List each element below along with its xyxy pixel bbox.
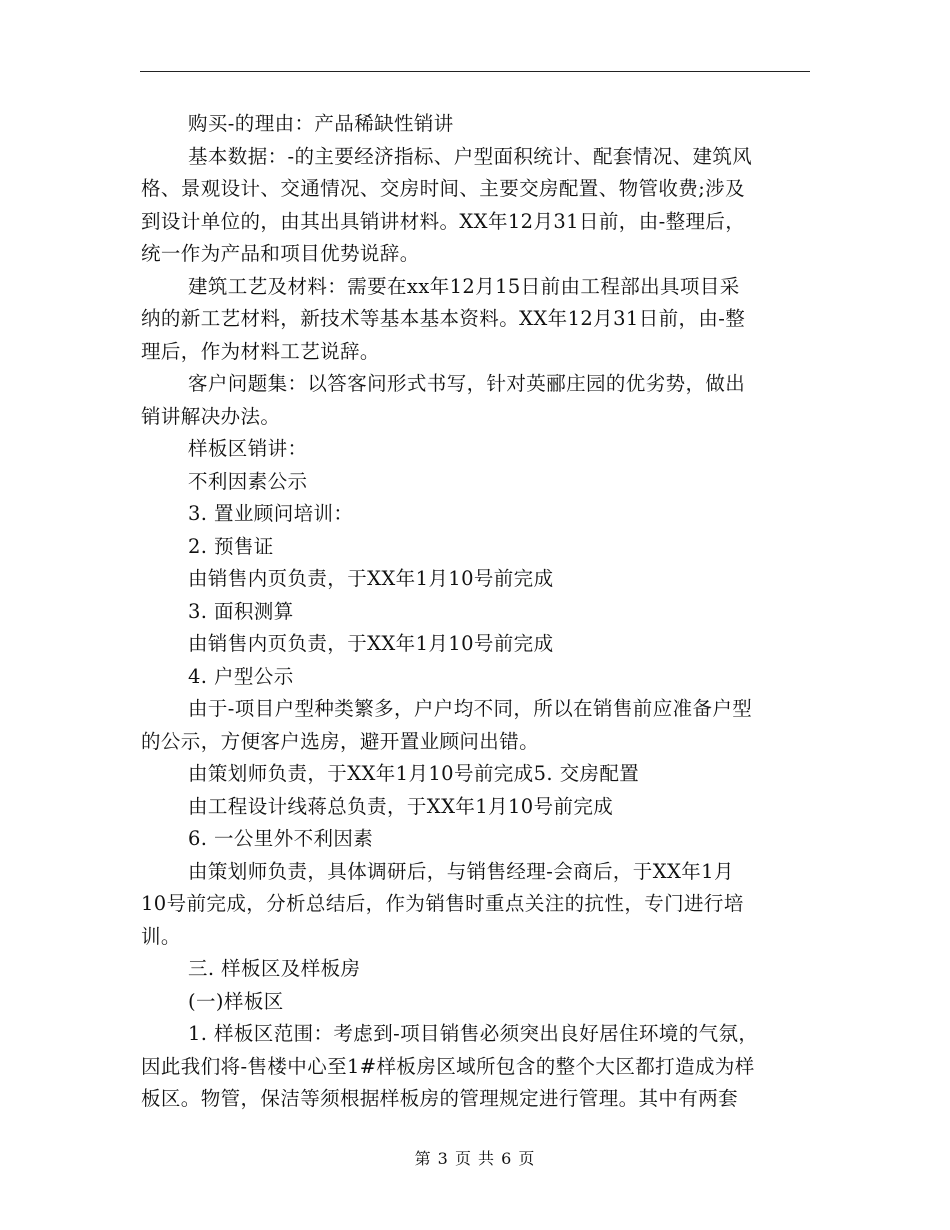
text-line: 3. 置业顾问培训： — [188, 502, 354, 525]
text-line: 不利因素公示 — [188, 469, 308, 493]
text-line: 2. 预售证 — [188, 534, 274, 558]
text-line: 因此我们将-售楼中心至1#样板房区域所包含的整个大区都打造成为样 — [141, 1054, 755, 1078]
text-line: 格、景观设计、交通情况、交房时间、主要交房配置、物管收费;涉及 — [141, 177, 745, 200]
text-line: 6. 一公里外不利因素 — [188, 827, 374, 850]
text-line: 1. 样板区范围：考虑到-项目销售必须突出良好居住环境的气氛， — [188, 1022, 759, 1045]
text-line: 样板区销讲： — [188, 437, 308, 460]
text-line: 基本数据：-的主要经济指标、户型面积统计、配套情况、建筑风 — [188, 144, 753, 168]
header-rule — [140, 71, 810, 72]
text-line: 由于-项目户型种类繁多，户户均不同，所以在销售前应准备户型 — [188, 697, 753, 720]
text-line: (一)样板区 — [188, 989, 284, 1013]
text-line: 理后，作为材料工艺说辞。 — [141, 339, 380, 363]
text-line: 纳的新工艺材料，新技术等基本基本资料。XX年12月31日前，由-整 — [141, 307, 746, 330]
text-line: 建筑工艺及材料：需要在xx年12月15日前由工程部出具项目采 — [188, 274, 740, 298]
document-body — [141, 108, 809, 1116]
text-line: 到设计单位的，由其出具销讲材料。XX年12月31日前，由-整理后， — [141, 209, 746, 233]
text-line: 购买-的理由：产品稀缺性销讲 — [188, 112, 454, 135]
text-line: 4. 户型公示 — [188, 664, 294, 688]
text-line: 3. 面积测算 — [188, 599, 294, 623]
text-line: 10号前完成，分析总结后，作为销售时重点关注的抗性，专门进行培 — [141, 892, 744, 915]
text-line: 由销售内页负责，于XX年1月10号前完成 — [188, 632, 554, 655]
text-line: 由策划师负责，具体调研后，与销售经理-会商后，于XX年1月 — [188, 859, 734, 883]
text-line: 由策划师负责，于XX年1月10号前完成5. 交房配置 — [188, 762, 640, 785]
text-line: 三. 样板区及样板房 — [188, 957, 361, 980]
page-footer: 第 3 页 共 6 页 — [414, 1149, 536, 1168]
text-line: 由销售内页负责，于XX年1月10号前完成 — [188, 567, 554, 590]
text-line: 的公示，方便客户选房，避开置业顾问出错。 — [141, 729, 540, 753]
text-line: 统一作为产品和项目优势说辞。 — [141, 242, 420, 265]
text-line: 由工程设计线蒋总负责，于XX年1月10号前完成 — [188, 794, 614, 818]
text-line: 销讲解决办法。 — [141, 404, 281, 428]
text-line: 客户问题集：以答客问形式书写，针对英郦庄园的优劣势，做出 — [188, 372, 746, 395]
text-line: 板区。物管，保洁等须根据样板房的管理规定进行管理。其中有两套 — [141, 1087, 739, 1110]
text-line: 训。 — [141, 924, 181, 948]
